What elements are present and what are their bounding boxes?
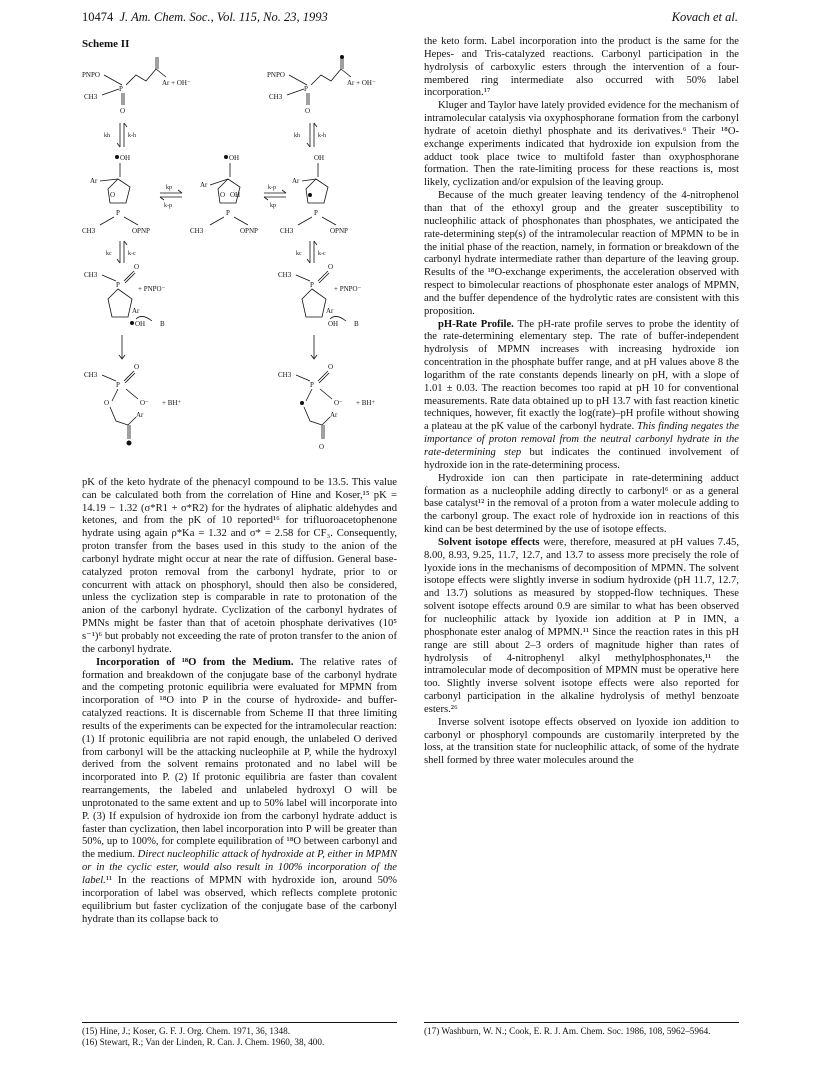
scheme-label-p: P <box>226 208 230 217</box>
scheme-title: Scheme II <box>82 38 130 50</box>
scheme-label-oh: OH <box>120 153 131 162</box>
footnote-15: (15) Hine, J.; Koser, G. F. J. Org. Chem. 1971, 36, 1348. <box>82 1026 290 1036</box>
rate-kc: kc <box>296 250 302 257</box>
section-heading-18o: Incorporation of ¹⁸O from the Medium. <box>96 656 294 668</box>
scheme-label-ch3: CH3 <box>269 92 283 101</box>
rate-kc: kc <box>106 250 112 257</box>
scheme-label-o: O <box>104 398 110 407</box>
page-number: 10474 <box>82 10 114 24</box>
scheme-label-pnpo-minus: + PNPO⁻ <box>334 284 362 293</box>
scheme-label-pnpo-minus: + PNPO⁻ <box>138 284 166 293</box>
scheme-label-ar: Ar <box>132 306 140 315</box>
left-paragraph-1: pK of the keto hydrate of the phenacyl compound to be 13.5. This value can be calculated both from the correlation of Hine and Koser,¹⁵ pK = 14.19 − 1.32 (σ*R1 + σ*R2) for the hydrates of aliphatic aldehydes and ketones, and from the pK of 10 reported¹⁶ for trifluoroacetophenone hydrate using again ρ*Ka = 1.32 and σ* = 2.58 for CF₃. Consequently, proton transfer from the bases used in this study to the anion of the carbonyl hydrate might occur at near the rate of diffusion. General base-catalyzed proton removal from the carbonyl hydrate, prior to or concurrent with attack on phosphoryl, should then also be considered, unless the cyclization step is comparable in rate to protonation of the anion of the carbonyl hydrate. Cyclization of the carbonyl hydrates of PMNs might be faster than that of acetoin phosphate derivatives (10⁵ s⁻¹)⁶ but probably not exceeding the rate of proton transfer to the anion of the carbonyl hydrate. <box>82 476 397 655</box>
right-column <box>424 36 739 768</box>
scheme-label-oh: OH <box>229 153 240 162</box>
scheme-label-p: P <box>304 84 308 93</box>
right-paragraph-7: Inverse solvent isotope effects observed on lyoxide ion addition to carbonyl or phosphoryl compounds are customarily interpreted by the loss, at the transition state for nucleophilic attack, of some of the hydrate shell formed by three water molecules around the <box>424 716 739 767</box>
intermediate-right <box>280 154 348 235</box>
section-heading-ph-rate: pH-Rate Profile. <box>438 318 514 330</box>
scheme-label-p: P <box>119 84 123 93</box>
rate-k-minus-c: k-c <box>128 250 136 257</box>
left-paragraph-18o-incorporation <box>82 657 397 927</box>
scheme-label-ar: Ar <box>136 410 144 419</box>
scheme-label-pnpo: PNPO <box>267 70 285 79</box>
right-paragraph-5: Hydroxide ion can then participate in rate-determining adduct formation as a nucleophile adding directly to carbonyl⁶ or as a general base catalyst¹² in the removal of a proton from a water molecule adding to the carbonyl group. The exact role of hydroxide ion in reactions of this kind can be best determined by the use of isotope effects. <box>424 472 739 536</box>
scheme-label-opnp: OPNP <box>240 226 258 235</box>
footnote-17: (17) Washburn, W. N.; Cook, E. R. J. Am. Chem. Soc. 1986, 108, 5962–5964. <box>424 1026 711 1036</box>
footnote-16: (16) Stewart, R.; Van der Linden, R. Can. J. Chem. 1960, 38, 400. <box>82 1037 325 1047</box>
scheme-label-ch3: CH3 <box>278 270 292 279</box>
intermediate-center <box>190 154 258 235</box>
footnote-rule <box>424 1022 739 1023</box>
scheme-label-ar: Ar <box>90 176 98 185</box>
reactant-left <box>82 57 191 115</box>
scheme-label-o: O <box>134 262 140 271</box>
rate-k-minus-c: k-c <box>318 250 326 257</box>
scheme-label-ch3: CH3 <box>84 370 98 379</box>
rate-kh: kh <box>294 132 300 139</box>
scheme-label-o-minus: O⁻ <box>334 398 343 407</box>
scheme-label-ar-oh: Ar + OH⁻ <box>347 78 376 87</box>
right-paragraph-2: Kluger and Taylor have lately provided evidence for the mechanism of intramolecular catalysis via oxyphosphorane formation from the carbonyl hydrate of acetoin diethyl phosphate and its derivatives.⁶ Their ¹⁸O-exchange experiments indicated that hydroxide ion expulsion from the adduct took place twice to multifold faster than oxyphosphorane formation. Then the rate-limiting process for these reactions is, most likely, cyclization and/or expulsion of the leaving group. <box>424 100 739 189</box>
journal-citation: J. Am. Chem. Soc., Vol. 115, No. 23, 1993 <box>119 10 328 24</box>
ph-rate-text-2: but indicates the continued involvement of hydroxide ion in the rate-determining process. <box>424 447 739 471</box>
right-paragraph-1: the keto form. Label incorporation into the product is the same for the Hepes- and Tris-catalyzed reactions. Carbonyl participation in the hydrolysis of carboxylic esters through the intervention of a four-membered ring intermediate also occurred with 50% label incorporation.¹⁷ <box>424 36 739 99</box>
scheme-label-bh-plus: + BH⁺ <box>162 398 182 407</box>
scheme-label-p: P <box>314 208 318 217</box>
scheme-label-opnp: OPNP <box>132 226 150 235</box>
right-paragraph-ph-rate <box>424 319 739 473</box>
footnotes-right <box>424 1022 739 1037</box>
scheme-label-o: O <box>120 106 126 115</box>
running-header <box>82 10 738 30</box>
product-left <box>84 363 181 446</box>
rate-kp: kp <box>270 202 276 209</box>
scheme-label-ar: Ar <box>326 306 334 315</box>
scheme-label-o: O <box>305 106 311 115</box>
scheme-label-ch3: CH3 <box>190 226 204 235</box>
forward-arrow-right <box>311 335 317 359</box>
right-paragraph-3: Because of the much greater leaving tendency of the 4-nitrophenol than that of the ethoxyl group and the greater susceptibility to nucleophilic attack of phosphonates than phosphates, we anticipated the rate-determining step(s) of the intramolecular reaction of MPMN to be in the initial phase of the reaction, namely, in formation or breakdown of the carbonyl hydrate intermediate rather than departure of the leaving group. Results of the ¹⁸O-exchange experiments, the acceleration observed with respect to bimolecular reactions of phosphonate ester analogs of MPMN, and the buffer dependence of the hydrolytic rates are consistent with this proposition. <box>424 190 739 317</box>
rate-k-minus-h: k-h <box>128 132 136 139</box>
scheme-label-o: O <box>110 190 116 199</box>
equilibrium-arrow-kh-left <box>104 123 136 147</box>
right-paragraph-solvent-isotope <box>424 537 739 717</box>
scheme-label-p: P <box>310 380 314 389</box>
scheme-label-oh: OH <box>314 153 325 162</box>
scheme-label-b: B <box>354 319 359 328</box>
solvent-isotope-text: were, therefore, measured at pH values 7.45, 8.00, 8.93, 9.25, 11.7, 12.7, and 13.7 to assess more precisely the role of lyoxide ions in the mechanisms of decomposition of MPMN. The solvent isotope effects were slightly inverse in sodium hydroxide (pH 11.7, 12.7, and 13.7) solutions as measured by stopped-flow techniques. These solvent isotope effects around 0.9 are similar to what has been observed for nucleophilic attack by lyoxide ion addition at P in IMN, a phosphonate ester analog of MPMN.¹¹ Since the reaction rates in this pH range are still about 2–3 orders of magnitude higher than rates of hydrolysis of 4-nitrophenyl alkyl methylphosphonates,¹¹ the intramolecular mode of decomposition of MPMN must be operative here too. Slightly inverse solvent isotope effects were also reported for carbonyl participation in the alkaline hydrolysis of methyl benzoate esters.²⁶ <box>424 536 739 715</box>
intermediate-left <box>82 154 150 235</box>
scheme-label-b: B <box>160 319 165 328</box>
rate-k-minus-p: k-p <box>164 202 172 209</box>
section-heading-solvent-isotope: Solvent isotope effects <box>438 536 540 548</box>
scheme-label-p: P <box>116 208 120 217</box>
scheme-label-ch3: CH3 <box>84 270 98 279</box>
rate-kh: kh <box>104 132 110 139</box>
scheme-label-o-minus: O⁻ <box>140 398 149 407</box>
cyclic-ester-left <box>84 263 166 328</box>
section-18o-italic: Direct nucleophilic attack of hydroxide at P, either in MPMN or in the cyclic ester, would also result in 100% incorporation of the label. <box>82 849 398 886</box>
scheme-label-ch3: CH3 <box>280 226 294 235</box>
header-authors: Kovach et al. <box>671 10 738 24</box>
header-left <box>82 10 328 25</box>
scheme-label-ar: Ar <box>330 410 338 419</box>
equilibrium-arrow-kh-right <box>294 123 326 147</box>
rate-k-minus-p: k-p <box>268 184 276 191</box>
scheme-label-oh: OH <box>328 319 339 328</box>
scheme-label-ch3: CH3 <box>278 370 292 379</box>
scheme-label-ar: Ar <box>200 180 208 189</box>
reactant-right <box>267 55 376 115</box>
equilibrium-arrow-kc-left <box>106 241 136 263</box>
scheme-label-opnp: OPNP <box>330 226 348 235</box>
scheme-label-p: P <box>310 280 314 289</box>
equilibrium-arrow-kp-left <box>160 185 182 209</box>
product-right <box>278 363 375 451</box>
footnotes-left <box>82 1022 397 1048</box>
scheme-label-oh: OH <box>230 190 241 199</box>
reaction-scheme <box>82 55 397 471</box>
section-18o-text-1: The relative rates of formation and breakdown of the conjugate base of the carbonyl hydrate and the competing protonic equilibria were evaluated for MPMN from incorporation of ¹⁸O into P in the course of hydroxide- and buffer-catalyzed reactions. It is discernable from Scheme II that three limiting results of the experiments can be expected for the intramolecular reaction: (1) If protonic equilibria are not rapid enough, the unlabeled O derived from carbonyl will be the attacking nucleophile at P, while the hydroxyl derived from the solvent remains protonated and no label will be incorporated into P. (2) If protonic equilibria are faster than covalent rearrangements, the labeled and unlabeled hydroxyl O will be unprotonated to the same extent and up to 50% label will incorporate into P. (3) If expulsion of hydroxide ion from the carbonyl hydrate adduct is faster than cyclization, then label incorporation into P will be greater than 50%, up to 100%, for complete equilibration of ¹⁸O between carbonyl and the medium. <box>82 656 397 861</box>
ph-rate-italic: This finding negates the importance of proton removal from the neutral carbonyl hydrate in the rate-determining step <box>424 421 739 458</box>
cyclic-ester-right <box>278 263 362 328</box>
scheme-label-bh-plus: + BH⁺ <box>356 398 376 407</box>
scheme-label-ar-oh-filled: Ar + OH⁻ <box>162 78 191 87</box>
scheme-label-ar: Ar <box>292 176 300 185</box>
rate-k-minus-h: k-h <box>318 132 326 139</box>
scheme-label-ch3: CH3 <box>84 92 98 101</box>
scheme-label-p: P <box>116 280 120 289</box>
scheme-label-o: O <box>328 262 334 271</box>
scheme-label-p: P <box>116 380 120 389</box>
equilibrium-arrow-kp-right <box>264 185 286 209</box>
section-18o-text-2: ¹¹ In the reactions of MPMN with hydroxide ion, around 50% incorporation of label was observed, which reflects complete protonic equilibrium but faster cyclization of the conjugate base of the carbonyl hydrate than its collapse back to <box>82 875 397 925</box>
equilibrium-arrow-kc-right <box>296 241 326 263</box>
scheme-label-oh: OH <box>135 319 146 328</box>
scheme-label-pnpo: PNPO <box>82 70 100 79</box>
scheme-label-o: O <box>134 362 140 371</box>
forward-arrow-left <box>119 335 125 359</box>
scheme-label-o: O <box>319 442 325 451</box>
ph-rate-text-1: The pH-rate profile serves to probe the identity of the rate-determining elementary step. The rate of buffer-independent hydrolysis of MPMN increases with increasing hydroxide ion concentration in the phosphate buffer range, and at pH values above 8 the logarithm of the rate constants depends linearly on pH, with a slope of 1.01 ± 0.03. The reaction becomes too rapid at pH 10 for conventional measurements. Rate data obtained up to pH 13.7 with fast reaction kinetic techniques, however, fit exactly the log(rate)–pH profile without showing a plateau at the pK value of the carbonyl hydrate. <box>424 318 739 433</box>
left-column <box>82 38 397 926</box>
footnote-rule <box>82 1022 397 1023</box>
rate-kp: kp <box>166 184 172 191</box>
scheme-label-o: O <box>328 362 334 371</box>
scheme-label-ch3: CH3 <box>82 226 96 235</box>
scheme-label-o: O <box>220 190 226 199</box>
